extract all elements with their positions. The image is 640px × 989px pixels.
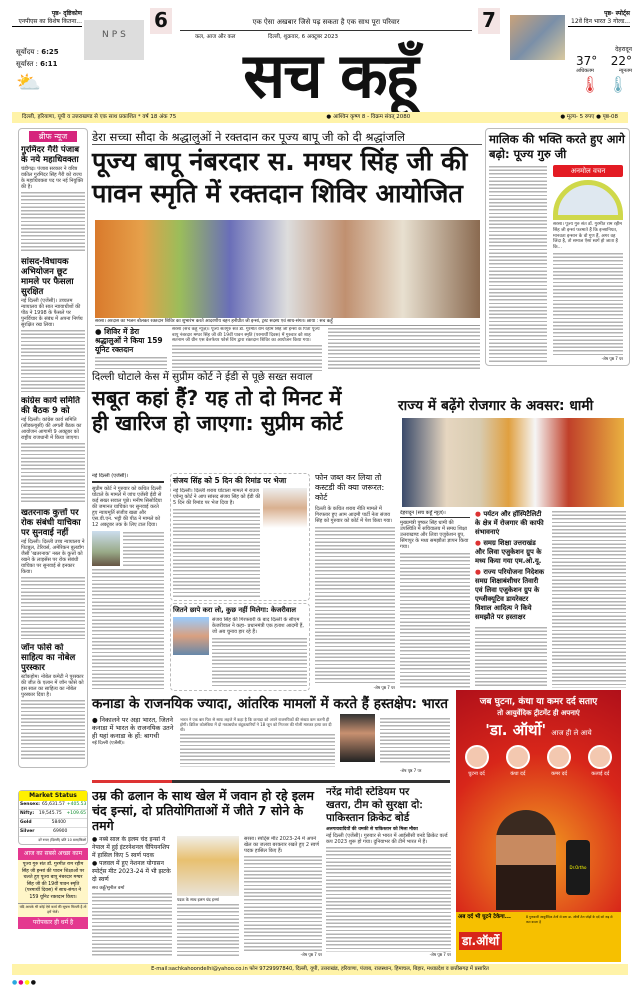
brief-item[interactable] [21, 643, 85, 761]
weather: देहरादून 37° 22° अधिकतम न्यूनतम 🌡 🌡 [576, 46, 632, 94]
brief-text: स्टॉकहोम। नोबेल कमेटी ने पुरस्कार की जीत के एलान में जॉन फोसे को इस साल का साहित्य का नोबेल पुरस्कार दिया है। [21, 673, 84, 698]
lead-bullet: ● शिविर में डेरा श्रद्धालुओं ने किया 159 यूनिट रक्तदान [95, 327, 163, 354]
canada-dateline: नई दिल्ली (एजेंसी)। [92, 741, 125, 746]
market-row: Nifty: 19,545.75 +109.65 [19, 810, 87, 819]
ilam-text: सरसा। स्पोर्ट्स मीट 2023-24 में अपने खेल का जलवा बरकरार रखते हुए 2 स्वर्ण पदक हासिल किए हैं। [244, 836, 319, 854]
canada-text: भारत ने एक बार फिर से साफ लहजे में कहा है कि कनाडा को अपने राजनयिकों की संख्या कम करनी ही होगी। ब्रिटिश कोलंबिया में दो नकाबपोश बंदूकधारियों ने 18 जून को निज्जर की गोली मारकर हत्या कर दी थी। [180, 717, 332, 732]
left-teaser[interactable] [12, 10, 82, 27]
phone-story: फोन जब्त कर लिया तो कस्टडी की क्या जरूरत: कोर्ट दिल्ली के कथित शराब नीति मामले में गिरफ्तार हुए आम आदमी पार्टी नेता संजय सिंह को गुरुवार को कोर्ट में पेश किया गया। -शेष पृष्ठ 7 पर [315, 473, 395, 690]
sunset-time: 6:11 [40, 60, 58, 68]
min-temp: 22° [610, 54, 632, 68]
dhami-dateline: देहरादून (सच कहूँ न्यूज़)। [400, 510, 470, 518]
delhi-kicker: दिल्ली घोटाले केस में सुप्रीम कोर्ट ने ईडी से पूछे सख्त सवाल [92, 371, 313, 383]
lead-bullet-column [95, 327, 167, 371]
brief-text: नई दिल्ली। कांग्रेस कार्य समिति (सीडब्ल्यूसी) की अगली बैठक का आयोजन आगामी 9 अक्टूबर को राष्ट्रीय राजधानी में किया जाएगा। [21, 416, 82, 441]
masthead-date: दिल्ली, शुक्रवार, 6 अक्टूबर 2023 [268, 34, 339, 40]
sanjay-box: संजय सिंह को 5 दिन की रिमांड पर भेजा नई दिल्ली। दिल्ली शराब घोटाला मामले में राउज एवेन्यू कोर्ट ने आप सांसद संजय सिंह को ईडी की 5 दिन की रिमांड पर भेज दिया है। [170, 473, 310, 601]
supreme-court-photo [92, 531, 120, 566]
brief-title: जॉन फोसे को साहित्य का नोबेल पुरस्कार [21, 642, 76, 673]
pain-item: कलाई दर्द [588, 745, 612, 778]
dhami-bullets-column [475, 510, 547, 688]
sun-times: सूर्योदय : 6:25 सूर्यास्त : 6:11 ⛅ [16, 46, 78, 94]
brief-item[interactable] [21, 145, 85, 253]
sports-photo [510, 15, 565, 60]
canada-text-column [180, 717, 335, 767]
thermometer-hot-icon: 🌡 [579, 75, 601, 94]
masthead-motto: कल, आज और कल [195, 34, 236, 40]
masthead-logo: सच कहूँ [243, 39, 417, 112]
footer-strip: E-mail:sachkahoondelhi@yahoo.co.in फोन 9729997840, दिल्ली, यूपी, उत्तराखंड, हरियाणा, पंजाब, राजस्थान, हिमाचल, बिहार, मध्यप्रदेश व छत्तीसगढ़ में प्रसारित [12, 964, 628, 975]
dhami-bullet: ● राज्य परियोजना निदेशक समग्र शिक्षाबंशीधर तिवारी एवं लिवा एजुकेशन ग्रुप के एग्जीक्यूटिव डायरेक्टर विशाल आदित्य ने किये समझौते पर हस्ताक्षर [475, 568, 545, 621]
kejriwal-photo [173, 617, 209, 655]
dr-ortho-logo: डा.ऑर्थो [459, 932, 502, 950]
bagchi-photo [340, 714, 375, 762]
brief-title: सांसद-विधायक अभियोजन छूट मामले पर फैसला सुरक्षित [21, 257, 74, 298]
info-strip: दिल्ली, हरियाणा, यूपी व उत्तराखण्ड से एक साथ प्रकाशित * वर्ष 18 अंक 75 ● आश्विन कृष्ण 8 - विक्रम संवत् 2080 ● मूल्य- 5 रुपए ● पृष्ठ-08 [12, 112, 628, 123]
dera-photo [553, 180, 623, 220]
teaser-label: पृष्ठ- दृष्टिकोण [51, 10, 82, 17]
delhi-text: सुप्रीम कोर्ट ने गुरुवार को कथित दिल्ली घोटाले के मामले में जांच एजेंसी ईडी से कई सख्त सवाल पूछे। मनीष सिसोदिया की जमानत याचिका पर सुनवाई करते हुए न्यायमूर्ति संजीव खन्ना और एस.वी.एन. भट्टी की पीठ ने मामले को 12 अक्टूबर तक के लिए टाल दिया। [92, 486, 162, 528]
brief-text: नई दिल्ली (एजेंसी)। उच्चतम न्यायालय की सात न्यायाधीशों की पीठ ने 1998 के फैसले पर पुनर्विचार के संबंध में अपना निर्णय सुरक्षित रख लिया। [21, 298, 83, 329]
dhami-bullets [475, 510, 547, 624]
pak-sub: अलगाववादियों की धमकी से पाकिस्तान को मिला मौका [326, 827, 418, 832]
ilam-headline: उम्र की ढलान के साथ खेल में जवान हो रहे इलम चंद इन्सां, दो प्रतियोगिताओं में जीते 7 सोने के तमगे [92, 788, 314, 833]
delhi-headline: सबूत कहां हैं? यह तो दो मिनट में ही खारिज हो जाएगा: सुप्रीम कोर्ट [92, 386, 343, 435]
max-temp: 37° [576, 54, 598, 68]
canada-bullet: ● निकालने पर अड़ा भारत, जितने कनाडा में भारत के राजनयिक उतने ही यहां कनाडा के हों: बागची [92, 716, 174, 740]
market-row: Gold 58400 [19, 819, 87, 828]
nps-image: NPS [84, 20, 144, 60]
sunrise-time: 6:25 [41, 48, 59, 56]
pak-headline: नरेंद्र मोदी स्टेडियम पर खतरा, टीम को सुरक्षा दो: पाकिस्तान क्रिकेट बोर्ड [326, 786, 423, 824]
sanjay-photo [263, 488, 307, 528]
ilam-bullet: ● नब्बे साल के इलम चंद इन्सां ने नेपाल में हुई इंटरनेशनल चैंपियनशिप में हासिल किए 5 स्वर्ण पदक [92, 836, 170, 859]
oil-bottle: Dr.Ortho [566, 840, 590, 895]
dhami-text: मुख्यमंत्री पुष्कर सिंह धामी की उपस्थिति में सचिवालय में समग्र शिक्षा उत्तराखण्ड और लिवा एजुकेशन ग्रुप, सिंगापुर के मध्य समझौता ज्ञापन किया गया। [400, 520, 469, 550]
brief-title: कांग्रेस कार्य समिति की बैठक 9 को [21, 395, 80, 416]
brief-item[interactable] [21, 396, 85, 504]
ilam-byline: सच कहूँ/सुनील वर्मा [92, 886, 125, 891]
thermometer-cold-icon: 🌡 [607, 75, 629, 94]
right-teaser[interactable] [568, 10, 630, 27]
canada-column [92, 716, 174, 778]
brief-tag: ब्रीफ न्यूज [29, 131, 77, 142]
canada-more: -शेष पृष्ठ 7 पर [400, 768, 422, 773]
lead-kicker: डेरा सच्चा सौदा के श्रद्धालुओं ने रक्तदान कर पूज्य बापू जी को दी श्रद्धांजलि [92, 130, 482, 145]
cloud-sun-icon: ⛅ [16, 70, 41, 94]
brief-item[interactable] [21, 508, 85, 638]
brief-text: नई दिल्ली। दिल्ली उच्च न्यायालय ने पिटबुल, टेरियर्स, अमेरिकन बुलडॉग जैसी 'खतरनाक' नस्ल के कुत्तों को रखने के लाइसेंस पर रोक संबंधी याचिका पर सुनवाई से इनकार किया। [21, 539, 85, 576]
dhami-bullet: ● समग्र शिक्षा उत्तराखंड और लिवा एजुकेशन ग्रुप के मध्य किया गया एम.ओ.यू. [475, 539, 542, 565]
ajay-photo [496, 810, 556, 910]
delhi-column [92, 473, 164, 691]
dhami-headline: राज्य में बढ़ेंगे रोजगार के अवसर: धामी [398, 398, 594, 414]
kejriwal-box: जितने छापे करा लो, कुछ नहीं मिलेगा: केजरीवाल संजय सिंह की गिरफ्तारी के बाद दिल्ली के सीएम केजरीवाल ने कहा- प्रधानमंत्री एक हताश आदमी हैं, जो अब चुनाव हार रहे हैं। [170, 603, 310, 691]
teaser-text: एनपीएस का विशेष कितना... [12, 18, 82, 27]
ilam-bullet: ● पलवल में हुए नेशनल योगासन स्पोर्ट्स मीट 2023-24 में भी झटके दो स्वर्ण [92, 860, 171, 883]
ilam-caption: पदक के साथ इलम चंद इन्सां [177, 897, 219, 902]
page-number-right: 7 [478, 8, 500, 34]
market-row: Silver 69900 [19, 828, 87, 837]
dhami-bullet: ● पर्यटन और हॉस्पिटैलिटी के क्षेत्र में रोजगार की काफी संभावनाएं [475, 510, 544, 536]
anmol-vachan-box: मालिक की भक्ति करते हुए आगे बढ़ो: पूज्य गुरु जी अनमोल वचन सरसा। पूज्य गुरु संत डॉ. गुरमीत राम रहीम सिंह जी इन्सां फरमाते हैं कि इन्सानियत, मानवता इन्सान के वो गुण हैं, अगर वह जिंदा है, तो समाज ऐसा स्वर्ग हो जाता है कि... -शेष पृष्ठ 7 पर [485, 128, 630, 366]
lead-photo [95, 220, 480, 318]
teaser-text: 12वें दिन भारत 3 गोल्ड... [568, 18, 630, 27]
dhami-column [400, 510, 470, 688]
market-status: Market Status Sensex: 65,631.57 +405.53 Nifty: 19,545.75 +109.65 Gold 58400 Silver 69900 दरें रुपए (दिल्ली) प्रति 10 ग्राम/किलो [18, 790, 88, 845]
dr-ortho-ad[interactable]: जब घुटना, कंधा या कमर दर्द सताए तो आयुर्वेदिक ट्रीटमेंट ही अपनाएं 'डा. ऑर्थो' आज ही ले आये घुटना दर्द कंधा दर्द कमर दर्द कलाई दर्द Dr.Ortho अब दर्द भी घुटने टेकेगा... डा.ऑर्थो 8 गुणकारी आयुर्वेदिक तेलों से बना डा. ऑर्थो तेल जोड़ों के दर्द को जड़ से कम करता है [456, 690, 621, 962]
anmol-vachan-badge: अनमोल वचन [553, 165, 623, 177]
tagline: एक ऐसा अखबार जिसे पढ़ सकता है एक साथ पूरा परिवार [252, 18, 400, 26]
brief-item[interactable] [21, 257, 85, 391]
pain-item: कंधा दर्द [506, 745, 530, 778]
pain-item: घुटना दर्द [465, 745, 489, 778]
ilam-story: उम्र की ढलान के साथ खेल में जवान हो रहे इलम चंद इन्सां, दो प्रतियोगिताओं में जीते 7 सोने के तमगे ● नब्बे साल के इलम चंद इन्सां ने नेपाल में हुई इंटरनेशनल चैंपियनशिप में हासिल किए 5 स्वर्ण पदक ● पलवल में हुए नेशनल योगासन स्पोर्ट्स मीट 2023-24 में भी झटके दो स्वर्ण सच कहूँ/सुनील वर्मा पदक के साथ इलम चंद इन्सां सरसा। स्पोर्ट्स मीट 2023-24 में अपने खेल का जलवा बरकरार रखते हुए 2 स्वर्ण पदक हासिल किए हैं। -शेष पृष्ठ 7 पर [92, 788, 322, 957]
good-deed-box: आज का सबसे अच्छा काम पूज्य गुरु संत डॉ. गुरमीत राम रहीम सिंह जी इन्सां की पावन शिक्षाओं पर चलते हुए पूज्य बापू नंबरदार मग्घर सिंह जी की 19वीं पावन स्मृति (परमार्थी दिवस) में साध-संगत ने 159 यूनिट रक्तदान किया। यदि आपके भी कोई ऐसे कार्य की सूचना मिलती है तो हमें भेजें। परोपकार ही धर्म है [18, 848, 88, 929]
registration-marks: ●●●● [12, 979, 37, 986]
ilam-bullets [92, 836, 172, 884]
brief-text: चंडीगढ़। पंजाब सरकार ने वरिष्ठ वकील गुरमिंदर सिंह गैरी को राज्य के महाधिवक्ता पद पर नई नियुक्ति की है। [21, 166, 84, 190]
lead-caption: सरसा। अरदास का भजन बोलकर रक्तदान शिविर का शुभारंभ करते आदरणीय बहन हनीप्रीत जी इन्सां, ट्रस्ट सदस्य एवं साध-संगत। छाया : सच कहूँ [95, 319, 480, 326]
market-row: Sensex: 65,631.57 +405.53 [19, 801, 87, 810]
delhi-dateline: नई दिल्ली (एजेंसी)। [92, 473, 164, 483]
lead-text-column [172, 327, 322, 371]
brief-news [18, 128, 88, 768]
teaser-label: पृष्ठ- स्पोर्ट्स [604, 10, 630, 17]
lead-text: सरसा (सच कहूँ न्यूज़)। पूज्य सतगुरु संत डॉ. गुरमीत राम रहीम सिंह जी इन्सां के पिता पूज्य बापू नंबरदार मग्घर सिंह जी की 19वीं पावन स्मृति (परमार्थी दिवस) में गुरुवार को शाह सतनाम जी ग्रीन एस वेलफेयर फोर्स विंग द्वारा रक्तदान शिविर का आयोजन किया गया। [172, 327, 320, 343]
brief-title: गुरमिंदर गैरी पंजाब के नये महाधिवक्ता [21, 145, 80, 165]
pak-story: नरेंद्र मोदी स्टेडियम पर खतरा, टीम को सुरक्षा दो: पाकिस्तान क्रिकेट बोर्ड अलगाववादियों की धमकी से पाकिस्तान को मिला मौका नई दिल्ली (एजेंसी)। गुरुवार से भारत में आईसीसी वनडे क्रिकेट वर्ल्ड कप 2023 शुरू हो गया। दुनियाभर की टीमें भारत में हैं। -शेष पृष्ठ 7 पर [326, 786, 451, 957]
page-number-left: 6 [150, 8, 172, 34]
canada-headline: कनाडा के राजनयिक ज्यादा, आंतरिक मामलों में करते हैं हस्तक्षेप: भारत [92, 696, 449, 712]
ilam-photo [177, 836, 239, 896]
brief-title: खतरनाक कुत्तों पर रोक संबंधी याचिका पर सुनवाई नहीं [21, 508, 81, 539]
dhami-photo [402, 418, 624, 507]
pain-item: कमर दर्द [547, 745, 571, 778]
pak-text: नई दिल्ली (एजेंसी)। गुरुवार से भारत में आईसीसी वनडे क्रिकेट वर्ल्ड कप 2023 शुरू हो गया। दुनियाभर की टीमें भारत में हैं। [326, 833, 448, 845]
lead-headline: पूज्य बापू नंबरदार स. मग्घर सिंह जी की पावन स्मृति में रक्तदान शिविर आयोजित [92, 147, 468, 209]
